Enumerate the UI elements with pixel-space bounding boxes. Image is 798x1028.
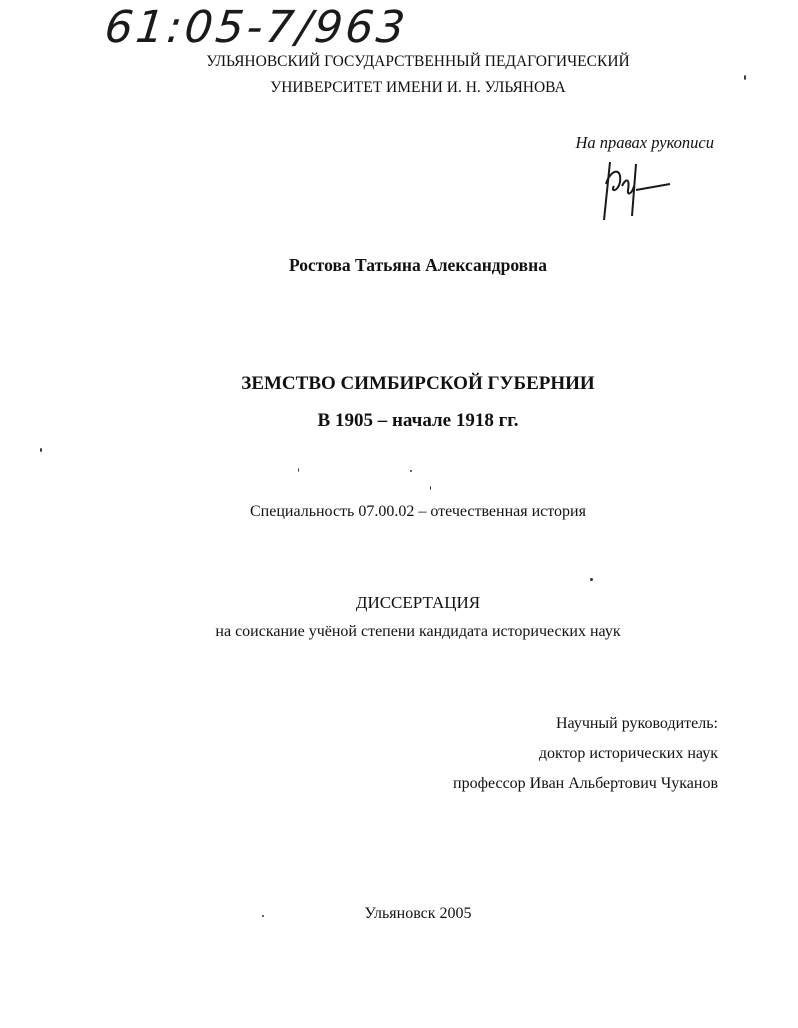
archive-code-handwritten: 61:05-7/963 xyxy=(102,2,411,53)
dissertation-title-line-1: ЗЕМСТВО СИМБИРСКОЙ ГУБЕРНИИ xyxy=(241,373,595,394)
signature-icon xyxy=(596,156,676,226)
city-and-year: Ульяновск 2005 xyxy=(364,905,472,922)
supervisor-degree: доктор исторических наук xyxy=(538,745,718,762)
scan-speck xyxy=(40,448,42,452)
scan-speck xyxy=(262,915,264,917)
university-name-line-1: УЛЬЯНОВСКИЙ ГОСУДАРСТВЕННЫЙ ПЕДАГОГИЧЕСКИЙ xyxy=(206,53,630,70)
scan-speck xyxy=(744,75,746,80)
document-purpose: на соискание учёной степени кандидата исторических наук xyxy=(215,623,621,640)
dissertation-title-line-2: В 1905 – начале 1918 гг. xyxy=(317,410,519,431)
specialty-line: Специальность 07.00.02 – отечественная история xyxy=(250,503,586,520)
scan-speck xyxy=(298,468,299,472)
supervisor-label: Научный руководитель: xyxy=(555,715,718,732)
scan-speck xyxy=(590,578,593,581)
supervisor-name: профессор Иван Альбертович Чуканов xyxy=(453,775,718,792)
document-type: ДИССЕРТАЦИЯ xyxy=(355,593,481,612)
scan-speck xyxy=(410,470,412,472)
scan-speck xyxy=(430,486,431,490)
author-name: Ростова Татьяна Александровна xyxy=(289,255,547,275)
university-name-line-2: УНИВЕРСИТЕТ ИМЕНИ И. Н. УЛЬЯНОВА xyxy=(270,79,566,96)
manuscript-rights-note: На правах рукописи xyxy=(575,133,714,152)
